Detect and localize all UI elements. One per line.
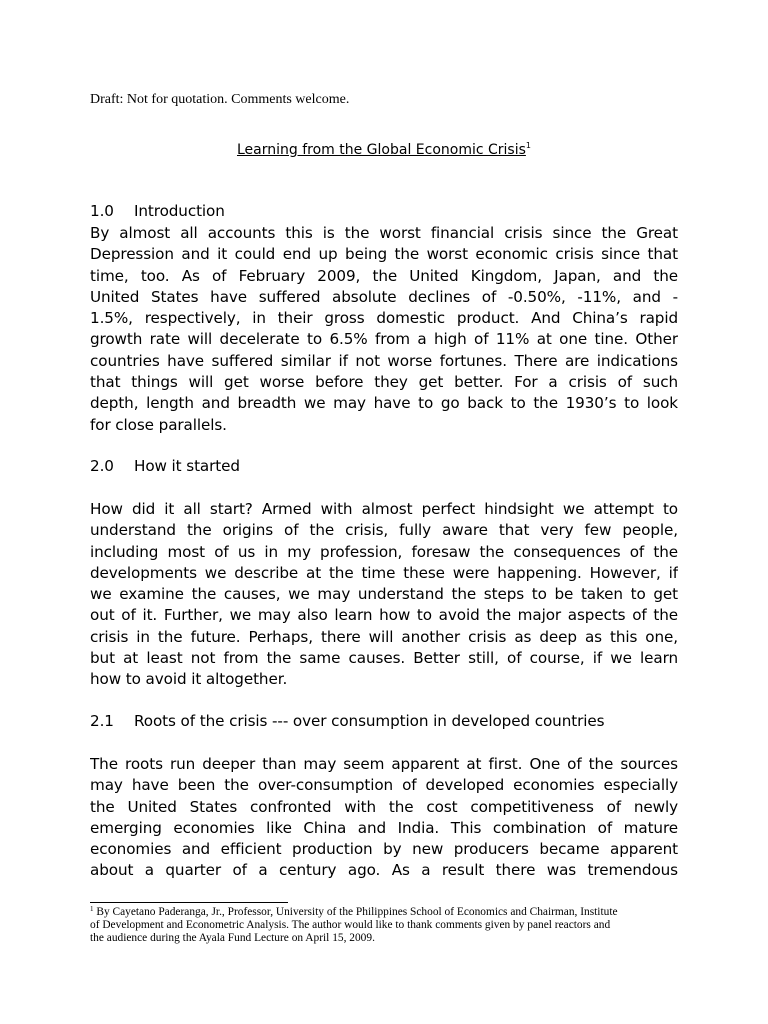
section-heading-roots-of-the-crisis bbox=[90, 711, 604, 732]
section-title: Introduction bbox=[134, 202, 225, 220]
paragraph-line: crisis in the future. Perhaps, there will another crisis as deep as this one, bbox=[90, 627, 678, 646]
paragraph-line: By almost all accounts this is the worst financial crisis since the Great bbox=[90, 224, 678, 242]
section-number: 1.0 bbox=[90, 202, 114, 220]
footnote-line: the audience during the Ayala Fund Lecture on April 15, 2009. bbox=[90, 932, 375, 945]
paragraph-line: economies and efficient production by new producers became apparent bbox=[90, 840, 678, 859]
paragraph-line: The roots run deeper than may seem apparent at first. One of the sources bbox=[90, 755, 678, 773]
paragraph-line: about a quarter of a century ago. As a result there was tremendous bbox=[90, 861, 678, 880]
paragraph-line: growth rate will decelerate to 6.5% from a high of 11% at one tine. Other bbox=[90, 330, 678, 349]
footnote-line bbox=[90, 906, 678, 919]
section-heading-introduction bbox=[90, 201, 225, 222]
paragraph-line: developments we describe at the time these were happening. However, if bbox=[90, 563, 678, 582]
footnote-line-text: By Cayetano Paderanga, Jr., Professor, University of the Philippines School of Economics and Chairman, Institute bbox=[93, 906, 618, 918]
title-footnote-mark: 1 bbox=[525, 141, 531, 150]
footnote-line: of Development and Econometric Analysis. The author would like to thank comments given by panel reactors and bbox=[90, 919, 611, 932]
paragraph-line: time, too. As of February 2009, the United Kingdom, Japan, and the bbox=[90, 266, 678, 285]
paragraph-line: How did it all start? Armed with almost perfect hindsight we attempt to bbox=[90, 500, 678, 518]
paragraph-roots-of-the-crisis bbox=[90, 754, 678, 882]
section-number: 2.0 bbox=[90, 457, 114, 475]
paragraph-line: out of it. Further, we may also learn how to avoid the major aspects of the bbox=[90, 606, 678, 625]
paragraph-line: that things will get worse before they get better. For a crisis of such bbox=[90, 373, 678, 392]
paragraph-line: we examine the causes, we may understand the steps to be taken to get bbox=[90, 585, 678, 604]
section-title: Roots of the crisis --- over consumption in developed countries bbox=[134, 712, 605, 730]
paragraph-line: emerging economies like China and India. This combination of mature bbox=[90, 818, 678, 837]
paragraph-how-it-started bbox=[90, 499, 678, 691]
paragraph-line: depth, length and breadth we may have to go back to the 1930’s to look bbox=[90, 394, 678, 413]
paragraph-line: Depression and it could end up being the worst economic crisis since that bbox=[90, 245, 678, 264]
paragraph-introduction bbox=[90, 223, 678, 436]
paragraph-line: may have been the over-consumption of developed economies especially bbox=[90, 776, 678, 795]
section-title: How it started bbox=[134, 457, 240, 475]
paragraph-line: including most of us in my profession, foresaw the consequences of the bbox=[90, 542, 678, 561]
paragraph-line: for close parallels. bbox=[90, 415, 227, 434]
footnote-mark: 1 bbox=[90, 905, 94, 913]
paragraph-line: United States have suffered absolute declines of -0.50%, -11%, and - bbox=[90, 287, 678, 306]
paragraph-line: the United States confronted with the cost competitiveness of newly bbox=[90, 797, 678, 816]
paragraph-line: how to avoid it altogether. bbox=[90, 670, 288, 689]
draft-note: Draft: Not for quotation. Comments welcome. bbox=[90, 92, 350, 107]
paragraph-line: countries have suffered similar if not worse fortunes. There are indications bbox=[90, 351, 678, 370]
document-title bbox=[0, 141, 768, 159]
footnote bbox=[90, 906, 678, 946]
section-heading-how-it-started bbox=[90, 456, 240, 477]
paragraph-line: but at least not from the same causes. Better still, of course, if we learn bbox=[90, 649, 678, 668]
document-title-text: Learning from the Global Economic Crisis bbox=[236, 142, 526, 158]
paragraph-line: 1.5%, respectively, in their gross domestic product. And China’s rapid bbox=[90, 309, 678, 328]
paragraph-line: understand the origins of the crisis, fully aware that very few people, bbox=[90, 521, 678, 540]
footnote-separator bbox=[90, 902, 288, 903]
section-number: 2.1 bbox=[90, 712, 114, 730]
